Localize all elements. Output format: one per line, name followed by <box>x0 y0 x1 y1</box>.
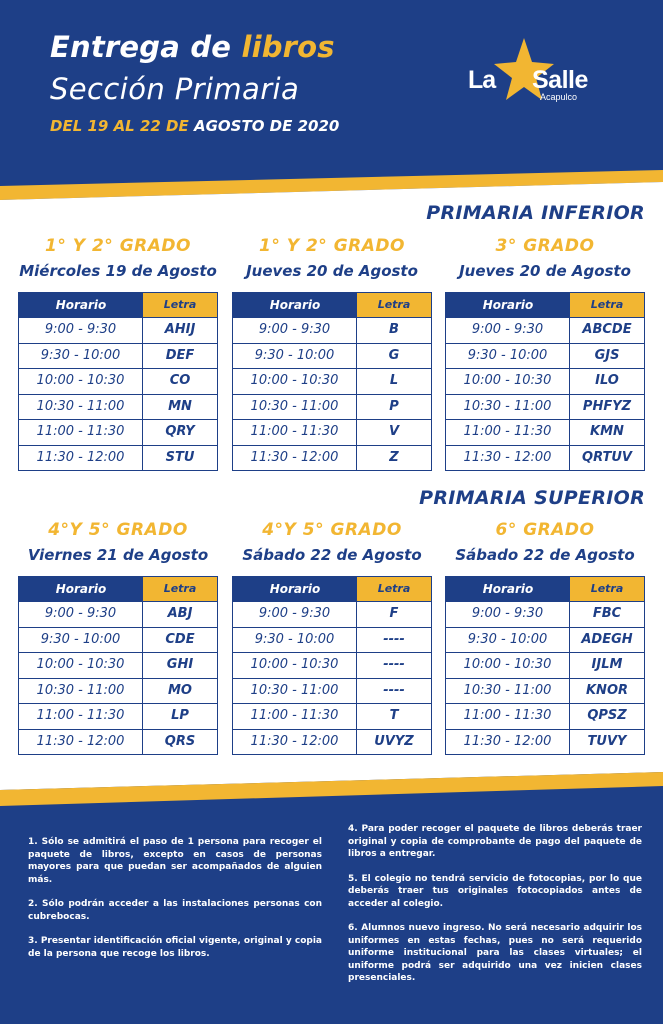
table-row <box>446 317 644 343</box>
table-row <box>19 627 217 653</box>
letters-cell: V <box>388 424 400 439</box>
letters-cell: ---- <box>383 657 405 672</box>
day-label: Jueves 20 de Agosto <box>459 262 631 280</box>
time-cell: 10:00 - 10:30 <box>446 653 570 678</box>
letters-cell: QRS <box>164 733 196 749</box>
table-row <box>19 652 217 678</box>
table-row <box>446 703 644 729</box>
note-item: 6. Alumnos nuevo ingreso. No será necesario adquirir los uniformes en estas fechas, pues no será requerido uniforme institucional para las clases virtuales; el uniforme podrá ser adquirido una vez inicien clases presenciales. <box>348 923 642 983</box>
grade-label: 1° Y 2° GRADO <box>259 236 405 256</box>
day-label: Miércoles 19 de Agosto <box>19 262 217 280</box>
table-row <box>446 419 644 445</box>
table-row <box>19 343 217 369</box>
grade-label: 4°Y 5° GRADO <box>48 520 188 540</box>
time-cell: 11:00 - 11:30 <box>19 704 143 729</box>
time-cell: 9:00 - 9:30 <box>446 602 570 627</box>
time-cell: 10:30 - 11:00 <box>233 679 357 704</box>
day-label: Jueves 20 de Agosto <box>246 262 418 280</box>
letters-cell: GJS <box>594 347 620 363</box>
table-header <box>19 577 217 601</box>
logo-subtitle: Acapulco <box>540 92 578 102</box>
day-label: Sábado 22 de Agosto <box>242 546 422 564</box>
letters-cell: UVYZ <box>374 733 414 749</box>
header <box>0 0 663 200</box>
header-letra: Letra <box>143 577 217 601</box>
time-cell: 11:30 - 12:00 <box>19 446 143 471</box>
grade-label: 4°Y 5° GRADO <box>262 520 402 540</box>
header-letra: Letra <box>570 293 644 317</box>
page-subtitle: Sección Primaria <box>50 72 300 106</box>
logo-word-la: La <box>468 66 496 94</box>
table-row <box>19 445 217 471</box>
table-row <box>233 394 431 420</box>
letters-cell: CO <box>169 373 191 388</box>
letters-cell: QRTUV <box>582 449 632 465</box>
schedule-column <box>232 236 432 471</box>
table-header <box>446 577 644 601</box>
header-horario: Horario <box>482 298 534 312</box>
grade-label: 3° GRADO <box>495 236 595 256</box>
letters-cell: QPSZ <box>587 708 627 723</box>
letters-cell: KNOR <box>585 682 628 698</box>
time-cell: 9:30 - 10:00 <box>233 344 357 369</box>
letters-cell: MO <box>168 682 192 698</box>
time-cell: 10:30 - 11:00 <box>446 395 570 420</box>
letters-cell: ABCDE <box>582 322 632 337</box>
table-row <box>233 343 431 369</box>
letters-cell: ABJ <box>167 606 193 621</box>
la-salle-logo <box>468 36 618 106</box>
day-label: Viernes 21 de Agosto <box>27 546 209 564</box>
schedule-column <box>445 520 645 755</box>
table-row <box>233 445 431 471</box>
table-row <box>446 627 644 653</box>
letters-cell: Z <box>389 449 399 465</box>
table-row <box>233 317 431 343</box>
time-cell: 9:00 - 9:30 <box>446 318 570 343</box>
letters-cell: B <box>389 322 399 337</box>
table-row <box>19 317 217 343</box>
grade-label: 1° Y 2° GRADO <box>45 236 191 256</box>
time-cell: 10:00 - 10:30 <box>233 369 357 394</box>
letters-cell: P <box>389 398 399 414</box>
time-cell: 11:30 - 12:00 <box>233 730 357 755</box>
time-cell: 11:30 - 12:00 <box>233 446 357 471</box>
time-cell: 9:30 - 10:00 <box>446 344 570 369</box>
time-cell: 11:00 - 11:30 <box>233 420 357 445</box>
time-cell: 9:00 - 9:30 <box>233 318 357 343</box>
time-cell: 11:00 - 11:30 <box>446 704 570 729</box>
time-cell: 11:00 - 11:30 <box>446 420 570 445</box>
letters-cell: ---- <box>383 631 405 647</box>
letters-cell: IJLM <box>591 657 623 672</box>
letters-cell: TUVY <box>587 733 627 749</box>
letters-cell: FBC <box>592 606 622 621</box>
time-cell: 10:00 - 10:30 <box>233 653 357 678</box>
table-row <box>19 601 217 627</box>
time-cell: 9:00 - 9:30 <box>19 602 143 627</box>
time-cell: 10:00 - 10:30 <box>446 369 570 394</box>
header-horario: Horario <box>55 582 107 596</box>
time-cell: 10:30 - 11:00 <box>19 395 143 420</box>
letters-cell: DEF <box>165 347 195 363</box>
time-cell: 11:30 - 12:00 <box>19 730 143 755</box>
time-cell: 10:30 - 11:00 <box>446 679 570 704</box>
letters-cell: G <box>388 347 400 363</box>
header-letra: Letra <box>357 577 431 601</box>
time-cell: 11:30 - 12:00 <box>446 730 570 755</box>
letters-cell: KMN <box>590 424 624 439</box>
table-row <box>233 652 431 678</box>
letters-cell: AHIJ <box>164 322 196 337</box>
time-cell: 10:00 - 10:30 <box>19 369 143 394</box>
time-cell: 9:30 - 10:00 <box>19 628 143 653</box>
section-title-inferior: PRIMARIA INFERIOR <box>426 202 645 224</box>
letters-cell: QRY <box>165 424 195 439</box>
notes-left <box>28 836 322 972</box>
table-row <box>19 368 217 394</box>
letters-cell: MN <box>168 398 192 414</box>
time-cell: 11:00 - 11:30 <box>19 420 143 445</box>
schedule-table <box>445 576 645 755</box>
table-row <box>233 703 431 729</box>
schedule-table <box>18 576 218 755</box>
table-row <box>233 627 431 653</box>
letters-cell: CDE <box>165 631 195 647</box>
table-row <box>233 729 431 755</box>
table-row <box>446 445 644 471</box>
header-horario: Horario <box>269 582 321 596</box>
letters-cell: PHFYZ <box>582 398 632 414</box>
time-cell: 9:30 - 10:00 <box>446 628 570 653</box>
time-cell: 10:30 - 11:00 <box>19 679 143 704</box>
table-row <box>233 368 431 394</box>
table-row <box>233 419 431 445</box>
logo-word-salle: Salle <box>532 66 588 94</box>
time-cell: 9:00 - 9:30 <box>233 602 357 627</box>
header-letra: Letra <box>570 577 644 601</box>
table-row <box>446 678 644 704</box>
time-cell: 9:30 - 10:00 <box>233 628 357 653</box>
page-title: Entrega de libros <box>50 30 335 64</box>
letters-cell: GHI <box>166 657 194 672</box>
table-header <box>446 293 644 317</box>
letters-cell: ---- <box>383 682 405 698</box>
schedule-column <box>18 520 218 755</box>
header-horario: Horario <box>482 582 534 596</box>
notes-right <box>348 823 642 997</box>
day-label: Sábado 22 de Agosto <box>455 546 635 564</box>
table-row <box>19 703 217 729</box>
header-letra: Letra <box>357 293 431 317</box>
letters-cell: F <box>389 606 399 621</box>
table-row <box>19 394 217 420</box>
schedule-table <box>232 292 432 471</box>
note-item: 5. El colegio no tendrá servicio de fotocopias, por lo que deberás traer tus originales fotocopiados antes de acceder al colegio. <box>348 873 642 909</box>
table-header <box>233 293 431 317</box>
table-row <box>19 419 217 445</box>
note-item: 1. Sólo se admitirá el paso de 1 persona para recoger el paquete de libros, excepto en casos de personas mayores para que puedan ser acompañados de alguien más. <box>28 837 322 885</box>
table-row <box>446 343 644 369</box>
date-range: DEL 19 AL 22 DE AGOSTO DE 2020 <box>50 117 340 135</box>
schedule-table <box>445 292 645 471</box>
table-header <box>19 293 217 317</box>
time-cell: 9:30 - 10:00 <box>19 344 143 369</box>
schedule-column <box>232 520 432 755</box>
table-header <box>233 577 431 601</box>
time-cell: 11:00 - 11:30 <box>233 704 357 729</box>
section-title-superior: PRIMARIA SUPERIOR <box>419 487 645 509</box>
schedule-table <box>232 576 432 755</box>
header-letra: Letra <box>143 293 217 317</box>
schedule-table <box>18 292 218 471</box>
table-row <box>446 394 644 420</box>
table-row <box>233 601 431 627</box>
schedule-column <box>445 236 645 471</box>
letters-cell: STU <box>165 449 195 465</box>
grade-label: 6° GRADO <box>495 520 595 540</box>
time-cell: 11:30 - 12:00 <box>446 446 570 471</box>
time-cell: 10:00 - 10:30 <box>19 653 143 678</box>
table-row <box>446 601 644 627</box>
table-row <box>19 729 217 755</box>
letters-cell: L <box>389 373 399 388</box>
note-item: 4. Para poder recoger el paquete de libros deberás traer original y copia de comprobante de pago del paquete de libros a entregar. <box>348 824 642 859</box>
table-row <box>233 678 431 704</box>
letters-cell: T <box>389 708 399 723</box>
table-row <box>446 368 644 394</box>
letters-cell: LP <box>171 708 189 723</box>
table-row <box>446 652 644 678</box>
note-item: 3. Presentar identificación oficial vigente, original y copia de la persona que recoge los libros. <box>28 936 322 959</box>
note-item: 2. Sólo podrán acceder a las instalaciones personas con cubrebocas. <box>28 899 322 922</box>
schedule-column <box>18 236 218 471</box>
header-horario: Horario <box>55 298 107 312</box>
time-cell: 9:00 - 9:30 <box>19 318 143 343</box>
table-row <box>19 678 217 704</box>
table-row <box>446 729 644 755</box>
time-cell: 10:30 - 11:00 <box>233 395 357 420</box>
header-horario: Horario <box>269 298 321 312</box>
letters-cell: ILO <box>595 373 619 388</box>
letters-cell: ADEGH <box>581 631 633 647</box>
